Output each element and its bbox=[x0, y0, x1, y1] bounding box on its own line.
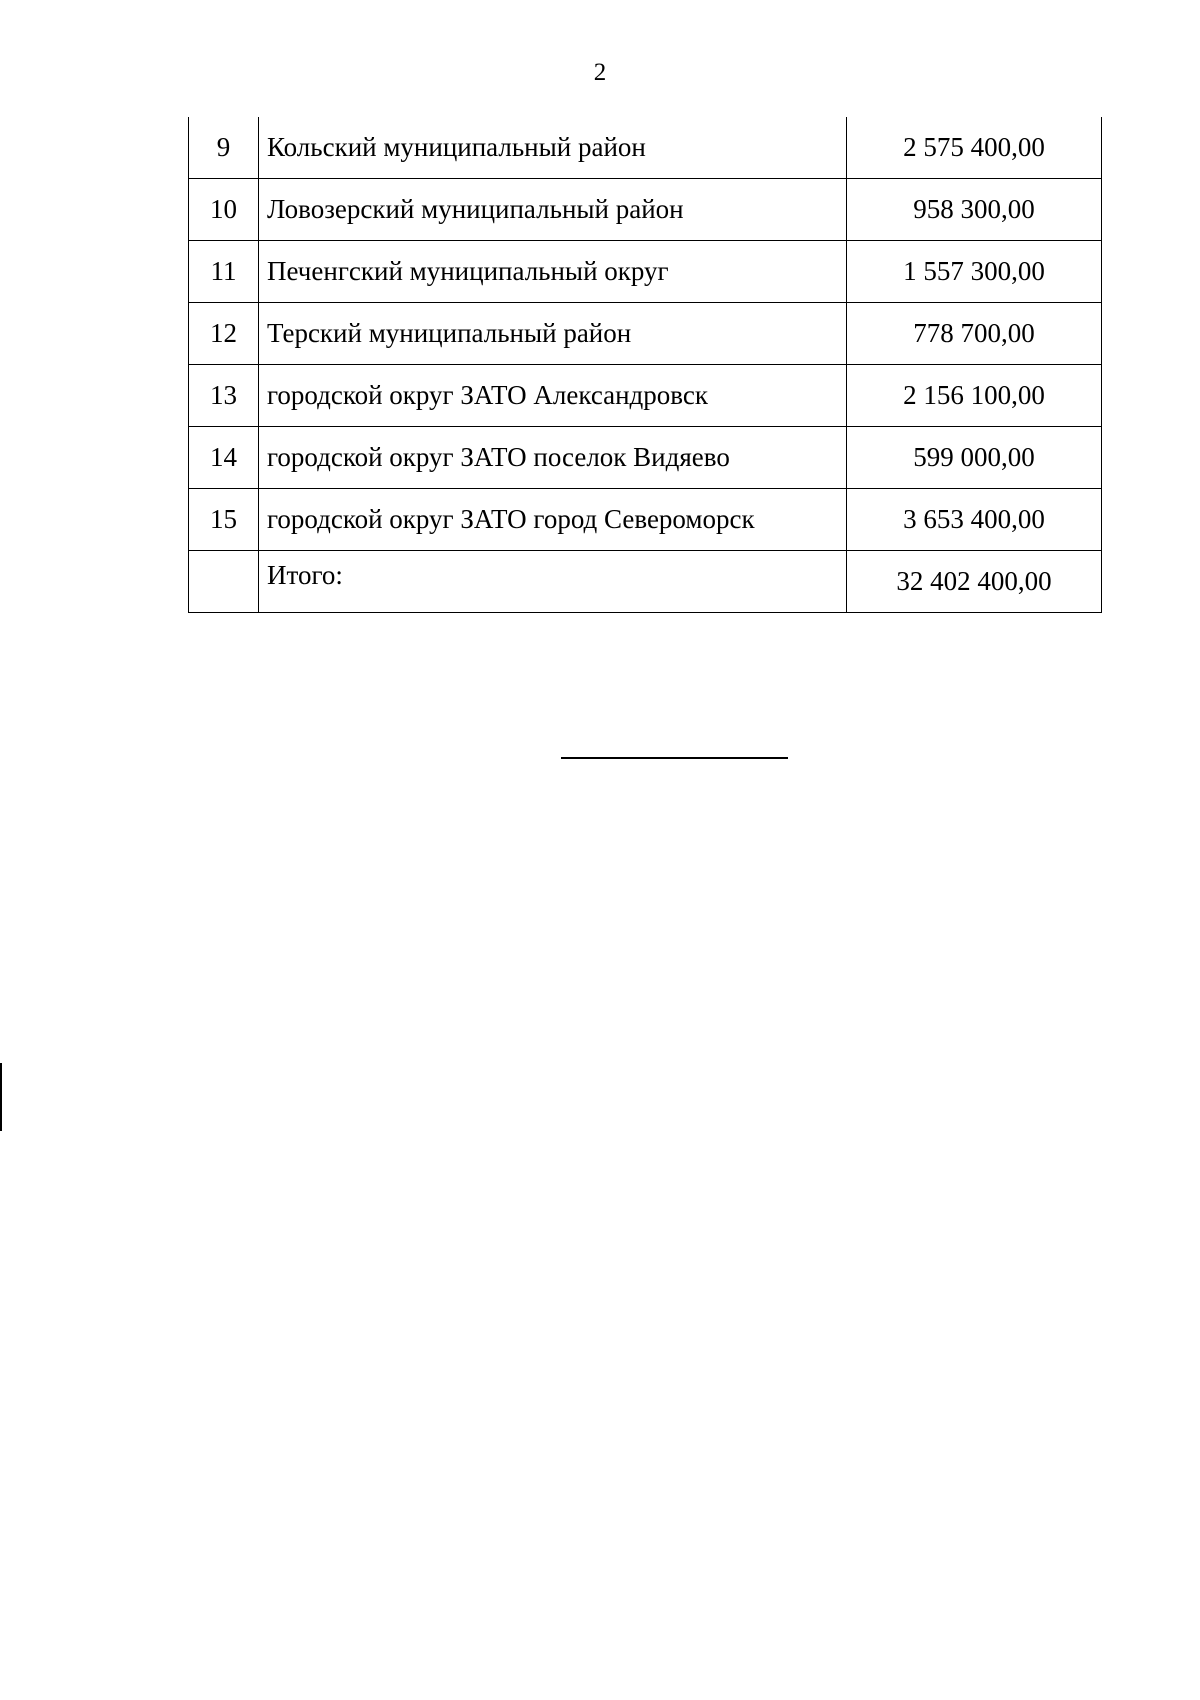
allocation-amount: 1 557 300,00 bbox=[847, 241, 1102, 303]
allocation-amount: 2 575 400,00 bbox=[847, 117, 1102, 179]
row-number: 11 bbox=[189, 241, 259, 303]
municipality-name: Кольский муниципальный район bbox=[259, 117, 847, 179]
row-number: 15 bbox=[189, 489, 259, 551]
row-number: 13 bbox=[189, 365, 259, 427]
allocation-amount: 958 300,00 bbox=[847, 179, 1102, 241]
allocation-amount: 599 000,00 bbox=[847, 427, 1102, 489]
allocation-amount: 2 156 100,00 bbox=[847, 365, 1102, 427]
row-number: 12 bbox=[189, 303, 259, 365]
total-row-number-cell bbox=[189, 551, 259, 613]
row-number: 9 bbox=[189, 117, 259, 179]
municipality-name: Печенгский муниципальный округ bbox=[259, 241, 847, 303]
municipality-name: городской округ ЗАТО поселок Видяево bbox=[259, 427, 847, 489]
scan-margin-mark bbox=[0, 1063, 2, 1131]
table-row bbox=[189, 179, 1102, 241]
total-label: Итого: bbox=[267, 560, 343, 590]
allocation-table-container bbox=[188, 117, 1102, 613]
table-row bbox=[189, 365, 1102, 427]
end-of-document-rule bbox=[561, 757, 788, 759]
municipality-name: городской округ ЗАТО Александровск bbox=[259, 365, 847, 427]
table-row bbox=[189, 489, 1102, 551]
table-row bbox=[189, 427, 1102, 489]
allocation-table bbox=[188, 117, 1102, 613]
municipality-name: Ловозерский муниципальный район bbox=[259, 179, 847, 241]
table-row bbox=[189, 303, 1102, 365]
table-row bbox=[189, 241, 1102, 303]
total-row bbox=[189, 551, 1102, 613]
total-label-cell bbox=[259, 551, 847, 613]
allocation-amount: 3 653 400,00 bbox=[847, 489, 1102, 551]
page-number: 2 bbox=[593, 59, 607, 86]
total-amount: 32 402 400,00 bbox=[847, 551, 1102, 613]
table-row bbox=[189, 117, 1102, 179]
row-number: 14 bbox=[189, 427, 259, 489]
allocation-amount: 778 700,00 bbox=[847, 303, 1102, 365]
row-number: 10 bbox=[189, 179, 259, 241]
municipality-name: городской округ ЗАТО город Североморск bbox=[259, 489, 847, 551]
municipality-name: Терский муниципальный район bbox=[259, 303, 847, 365]
